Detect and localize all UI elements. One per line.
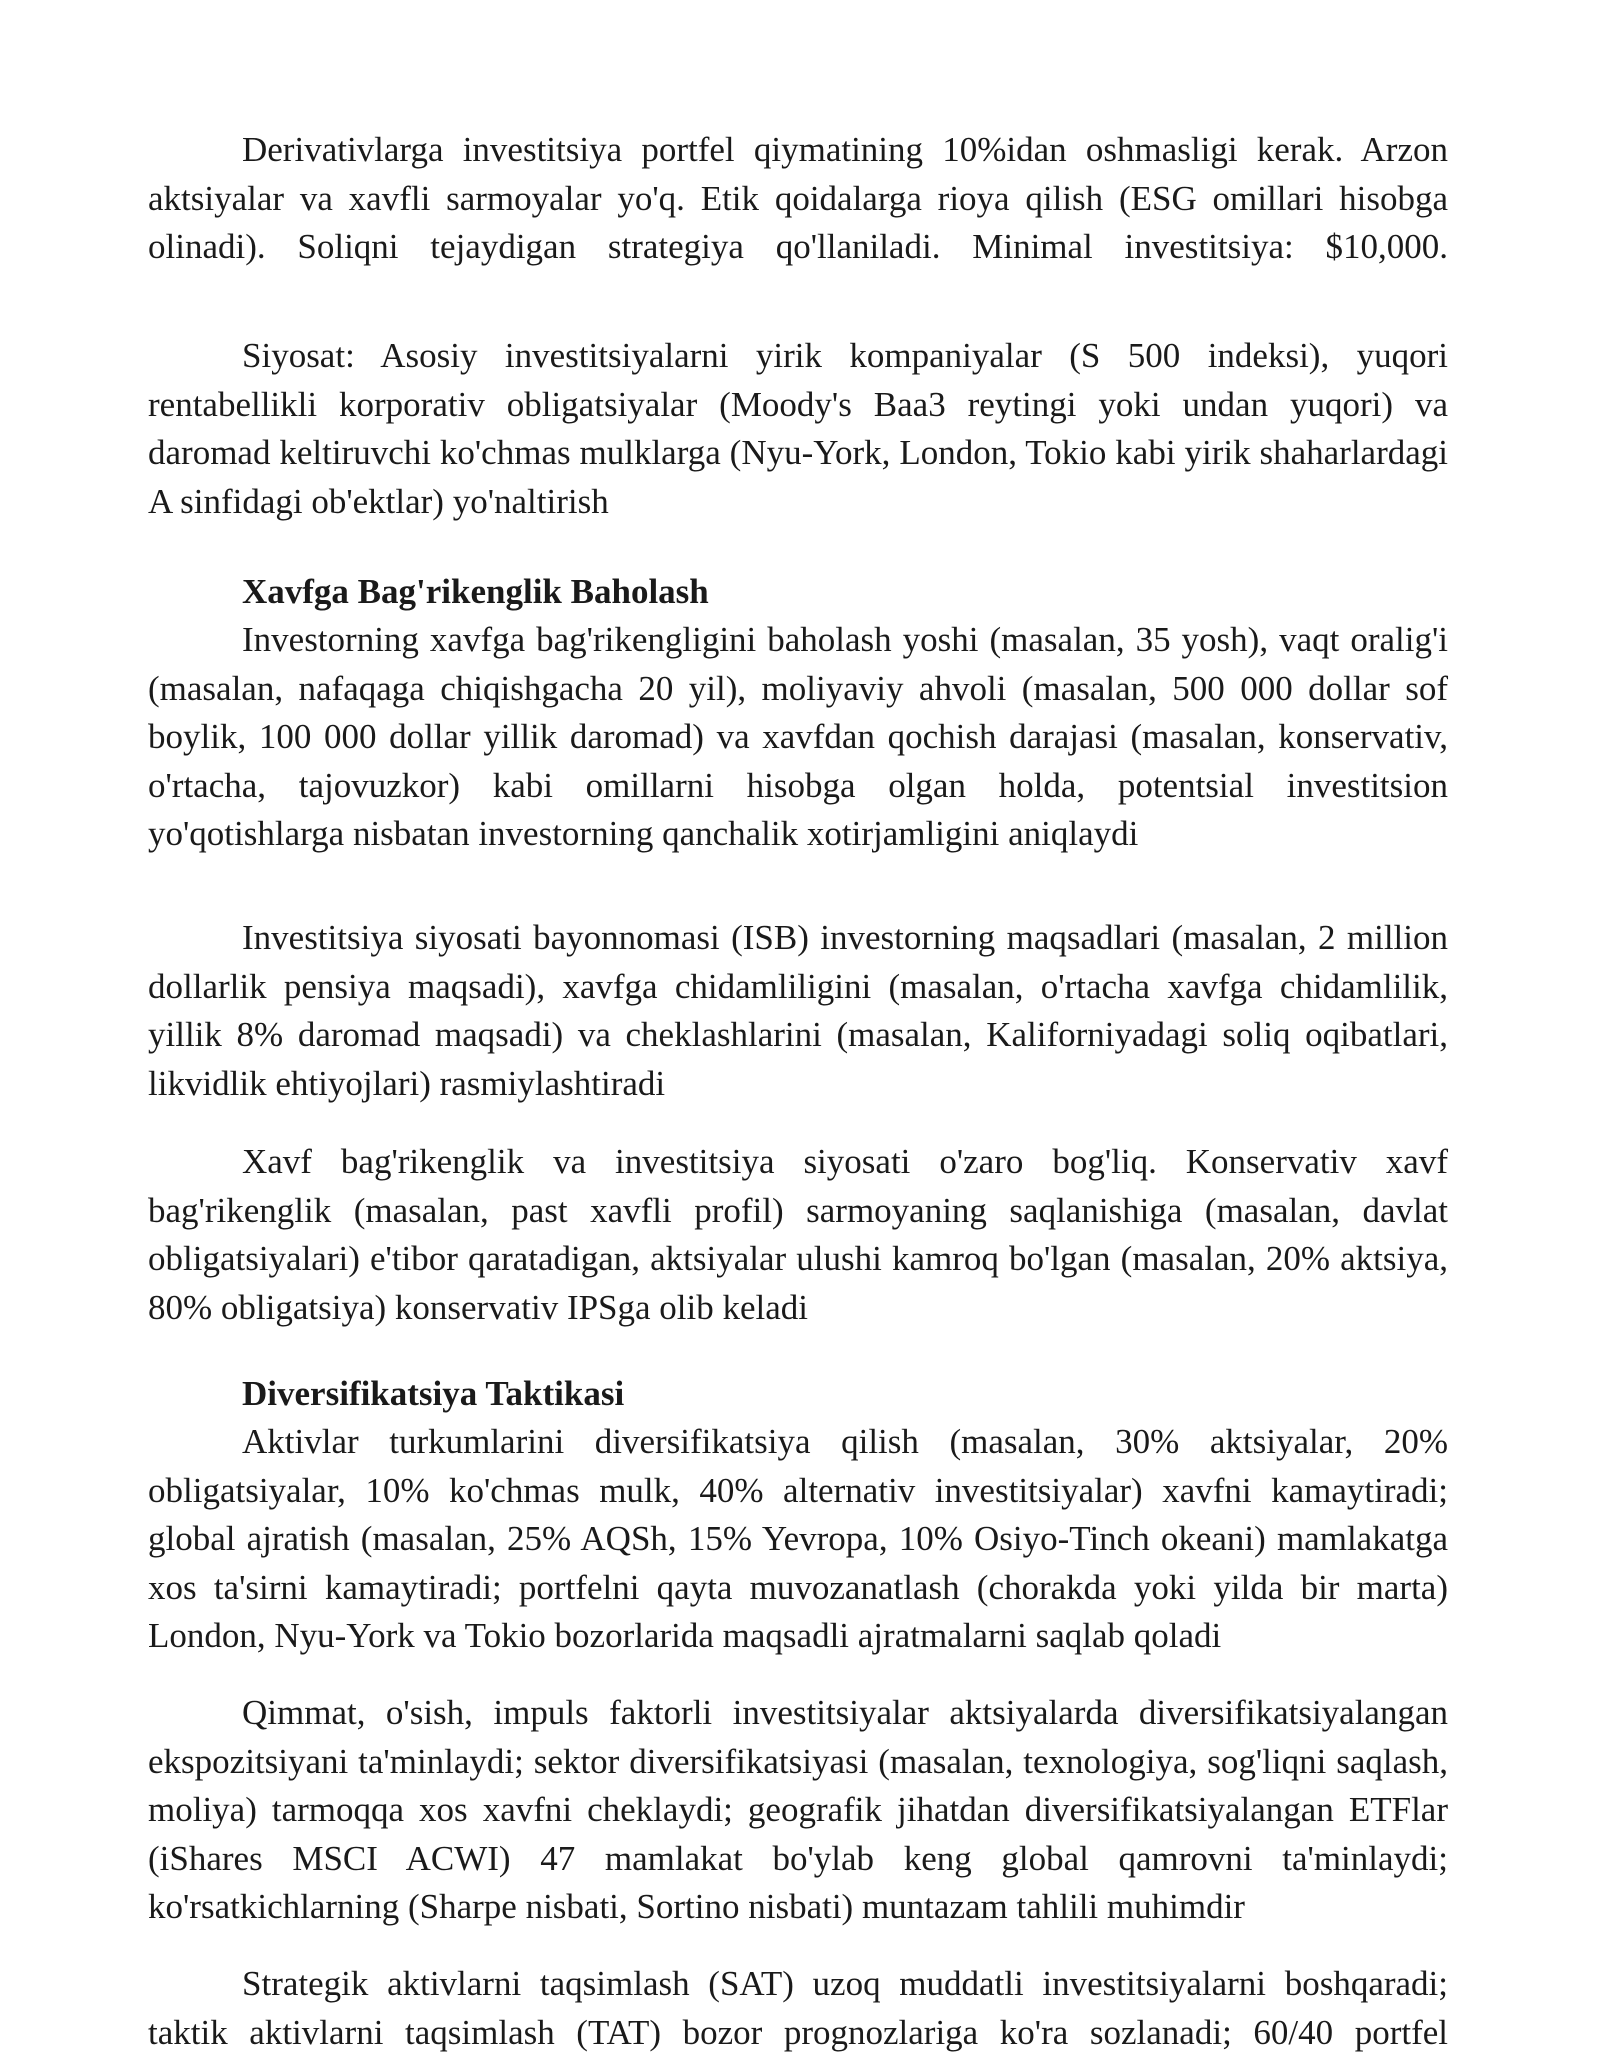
heading-diversification-tactics: Diversifikatsiya Taktikasi	[242, 1374, 625, 1413]
paragraph-risk-tolerance-assessment: Investorning xavfga bag'rikengligini baholash yoshi (masalan, 35 yosh), vaqt oralig'i (masalan, nafaqaga chiqishgacha 20 yil), moliyaviy ahvoli (masalan, 500 000 dollar sof boylik, 100 000 dollar yillik daromad) va xavfdan qochish darajasi (masalan, konservativ, o'rtacha, tajovuzkor) kabi omillarni hisobga olgan holda, potentsial investitsion yo'qotishlarga nisbatan investorning qanchalik xotirjamligini aniqlaydi	[148, 620, 1448, 853]
paragraph-factor-investing: Qimmat, o'sish, impuls faktorli investitsiyalar aktsiyalarda diversifikatsiyalangan ekspozitsiyani ta'minlaydi; sektor diversifikatsiyasi (masalan, texnologiya, sog'liqni saqlash, moliya) tarmoqqa xos xavfni cheklaydi; geografik jihatdan diversifikatsiyalangan ETFlar (iShares MSCI ACWI) 47 mamlakat bo'ylab keng global qamrovni ta'minlaydi; ko'rsatkichlarning (Sharpe nisbati, Sortino nisbati) muntazam tahlili muhimdir	[148, 1693, 1448, 1926]
paragraph-derivatives-limit: Derivativlarga investitsiya portfel qiymatining 10%idan oshmasligi kerak. Arzon aktsiyalar va xavfli sarmoyalar yo'q. Etik qoidalarga rioya qilish (ESG omillari hisobga olinadi). Soliqni tejaydigan strategiya qo'llaniladi. Minimal investitsiya: $10,000.	[148, 130, 1448, 266]
paragraph-risk-policy-link: Xavf bag'rikenglik va investitsiya siyosati o'zaro bog'liq. Konservativ xavf bag'rikenglik (masalan, past xavfli profil) sarmoyaning saqlanishiga (masalan, davlat obligatsiyalari) e'tibor qaratadigan, aktsiyalar ulushi kamroq bo'lgan (masalan, 20% aktsiya, 80% obligatsiya) konservativ IPSga olib keladi	[148, 1142, 1448, 1327]
paragraph-asset-class-diversification: Aktivlar turkumlarini diversifikatsiya qilish (masalan, 30% aktsiyalar, 20% obligatsiyalar, 10% ko'chmas mulk, 40% alternativ investitsiyalar) xavfni kamaytiradi; global ajratish (masalan, 25% AQSh, 15% Yevropa, 10% Osiyo-Tinch okeani) mamlakatga xos ta'sirni kamaytiradi; portfelni qayta muvozanatlash (chorakda yoki yilda bir marta) London, Nyu-York va Tokio bozorlarida maqsadli ajratmalarni saqlab qoladi	[148, 1422, 1448, 1655]
paragraph-investment-policy-statement: Investitsiya siyosati bayonnomasi (ISB) investorning maqsadlari (masalan, 2 million dollarlik pensiya maqsadi), xavfga chidamliligini (masalan, o'rtacha xavfga chidamlilik, yillik 8% daromad maqsadi) va cheklashlarini (masalan, Kaliforniyadagi soliq oqibatlari, likvidlik ehtiyojlari) rasmiylashtiradi	[148, 918, 1448, 1103]
paragraph-strategic-allocation: Strategik aktivlarni taqsimlash (SAT) uzoq muddatli investitsiyalarni boshqaradi; taktik aktivlarni taqsimlash (TAT) bozor prognozlariga ko'ra sozlanadi; 60/40 portfel	[148, 1964, 1448, 2052]
paragraph-policy: Siyosat: Asosiy investitsiyalarni yirik kompaniyalar (S 500 indeksi), yuqori rentabellikli korporativ obligatsiyalar (Moody's Baa3 reytingi yoki undan yuqori) va daromad keltiruvchi ko'chmas mulklarga (Nyu-York, London, Tokio kabi yirik shaharlardagi A sinfidagi ob'ektlar) yo'naltirish	[148, 336, 1448, 521]
heading-risk-tolerance: Xavfga Bag'rikenglik Baholash	[242, 572, 709, 611]
